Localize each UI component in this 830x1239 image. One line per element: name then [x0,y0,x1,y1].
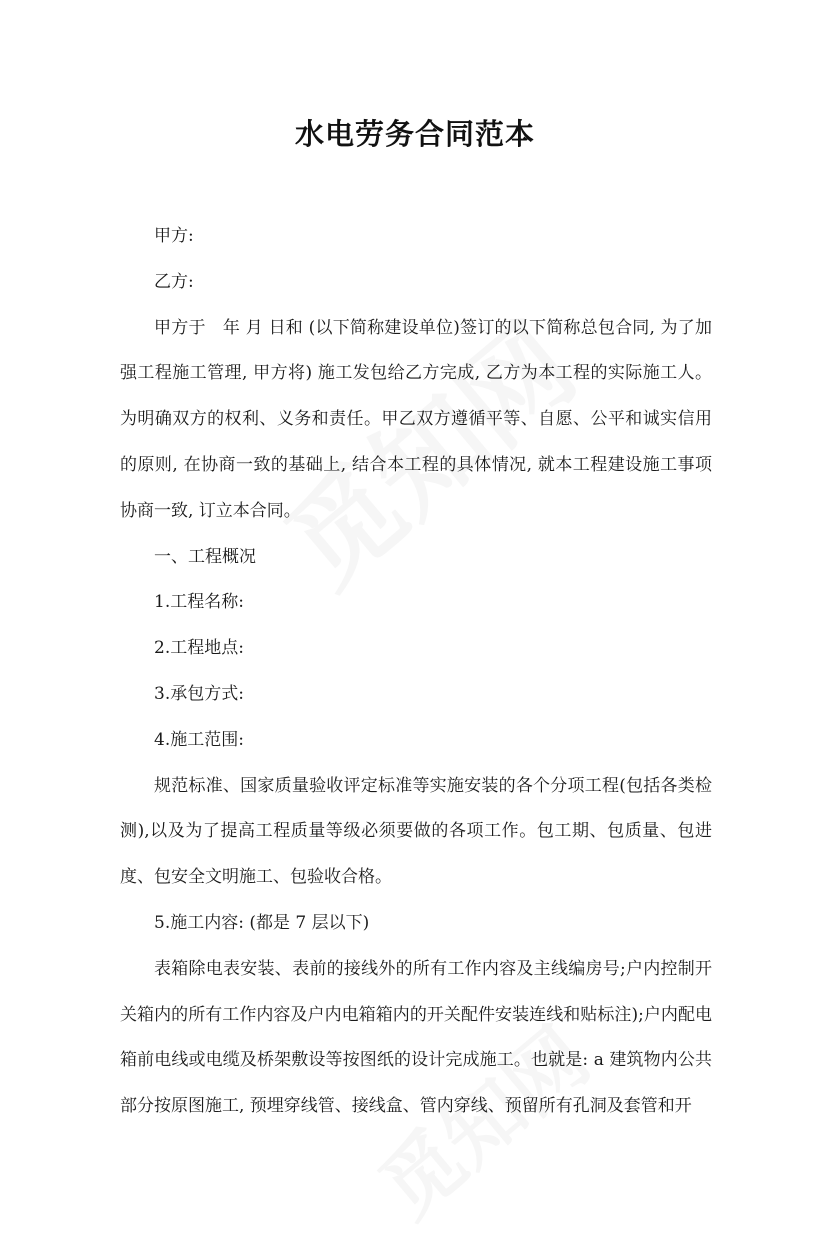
party-a-line: 甲方: [154,226,194,246]
construction-content-line: 5.施工内容: (都是 7 层以下) [154,912,370,933]
content-description-paragraph: 表箱除电表安装、表前的接线外的所有工作内容及主线编房号;户内控制开关箱内的所有工作内容及户内电箱箱内的开关配件安装连线和贴标注);户内配电箱前电线或电缆及桥架敷设等按图纸的设计完成施工。也就是: a 建筑物内公共部分按原图施工, 预埋穿线管、接线盒、管内穿线、预留所有孔洞及套管和开 [120,958,712,1117]
project-name-line: 1.工程名称: [154,592,244,613]
document-body [120,214,712,1130]
project-location-line: 2.工程地点: [154,638,244,659]
scope-description-paragraph: 规范标准、国家质量验收评定标准等实施安装的各个分项工程(包括各类检测),以及为了提高工程质量等级必须要做的各项工作。包工期、包质量、包进度、包安全文明施工、包验收合格。 [120,775,712,888]
construction-scope-line: 4.施工范围: [154,729,244,750]
preamble-paragraph: 甲方于 年 月 日和 (以下简称建设单位)签订的以下简称总包合同, 为了加强工程施工管理, 甲方将) 施工发包给乙方完成, 乙方为本工程的实际施工人。为明确双方的权利、义务和责任。甲乙双方遵循平等、自愿、公平和诚实信用的原则, 在协商一致的基础上, 结合本工程的具体情况, 就本工程建设施工事项协商一致, 订立本合同。 [120,317,712,521]
document-title: 水电劳务合同范本 [294,117,535,151]
section-heading-project-overview: 一、工程概况 [154,546,256,567]
party-b-line: 乙方: [154,271,194,292]
contract-method-line: 3.承包方式: [154,683,244,704]
